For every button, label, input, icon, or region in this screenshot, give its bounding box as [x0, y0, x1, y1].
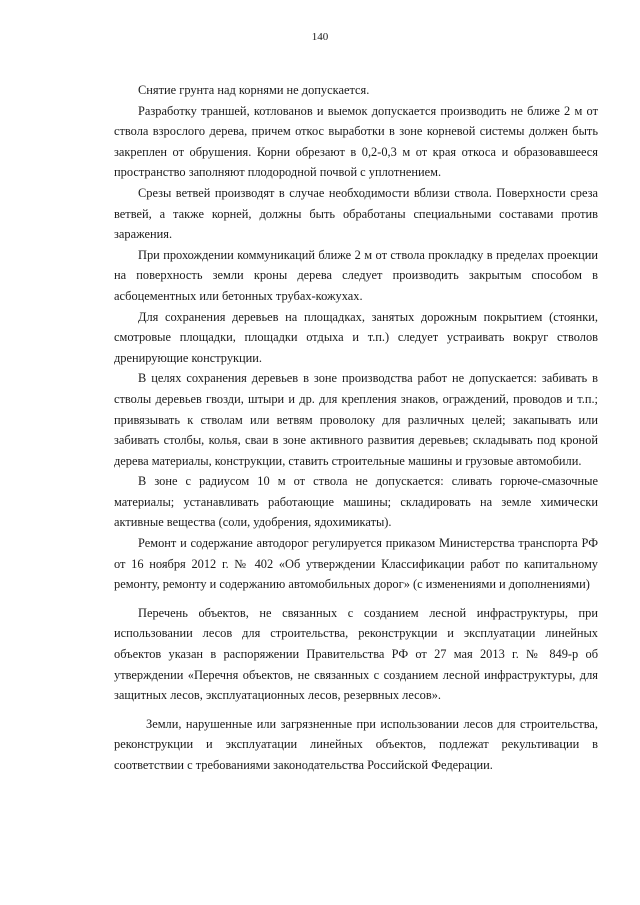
paragraph-work-zone-restrictions: В целях сохранения деревьев в зоне производства работ не допускается: забивать в стволы деревьев гвозди, штыри и др. для крепления знаков, ограждений, проводов и т.п.; привязывать к стволам или ветвям проволоку для различных целей; закапывать или забивать столбы, колья, сваи в зоне активного развития деревьев; складывать под кроной дерева материалы, конструкции, ставить строительные машины и грузовые автомобили.: [114, 371, 598, 468]
page-number: 140: [311, 31, 329, 43]
paragraph-land-recultivation: Земли, нарушенные или загрязненные при использовании лесов для строительства, реконструкции и эксплуатации линейных объектов, подлежат рекультивации в соответствии с требованиями законодательства Российской Федерации.: [114, 716, 598, 772]
paragraph-branch-cuts: Срезы ветвей производят в случае необходимости вблизи ствола. Поверхности среза ветвей, а также корней, должны быть обработаны специальными составами против заражения.: [114, 185, 598, 242]
paragraph-utility-routing: При прохождении коммуникаций ближе 2 м от ствола прокладку в пределах проекции на поверхность земли кроны дерева следует производить закрытым способом в асбоцементных или бетонных трубах-кожухах.: [114, 247, 598, 303]
paragraph-ten-meter-zone: В зоне с радиусом 10 м от ствола не допускается: сливать горюче-смазочные материалы; устанавливать работающие машины; складировать на земле химически активные вещества (соли, удобрения, ядохимикаты).: [114, 474, 598, 530]
document-body: [114, 80, 598, 776]
paragraph-objects-list: Перечень объектов, не связанных с созданием лесной инфраструктуры, при использовании лесов для строительства, реконструкции и эксплуатации линейных объектов указан в распоряжении Правительства РФ от 27 мая 2013 г. № 849-р об утверждении «Перечня объектов, не связанных с созданием лесной инфраструктуры, для защитных лесов, эксплуатационных лесов, резервных лесов».: [114, 605, 598, 703]
paragraph-soil-removal: Снятие грунта над корнями не допускается.: [138, 83, 370, 97]
paragraph-paved-areas: Для сохранения деревьев на площадках, занятых дорожным покрытием (стоянки, смотровые площадки, площадки отдыха и т.п.) следует устраивать вокруг стволов дренирующие конструкции.: [114, 309, 598, 365]
paragraph-road-maintenance: Ремонт и содержание автодорог регулируется приказом Министерства транспорта РФ от 16 ноября 2012 г. № 402 «Об утверждении Классификации работ по капитальному ремонту, ремонту и содержанию автомобильных дорог» (с изменениями и дополнениями): [114, 536, 598, 592]
paragraph-trench-excavation: Разработку траншей, котлованов и выемок допускается производить не ближе 2 м от ствола взрослого дерева, причем откос выработки в зоне корневой системы должен быть закреплен от обрушения. Корни обрезают в 0,2-0,3 м от края откоса и образовавшееся пространство заполняют плодородной почвой с уплотнением.: [114, 103, 598, 180]
